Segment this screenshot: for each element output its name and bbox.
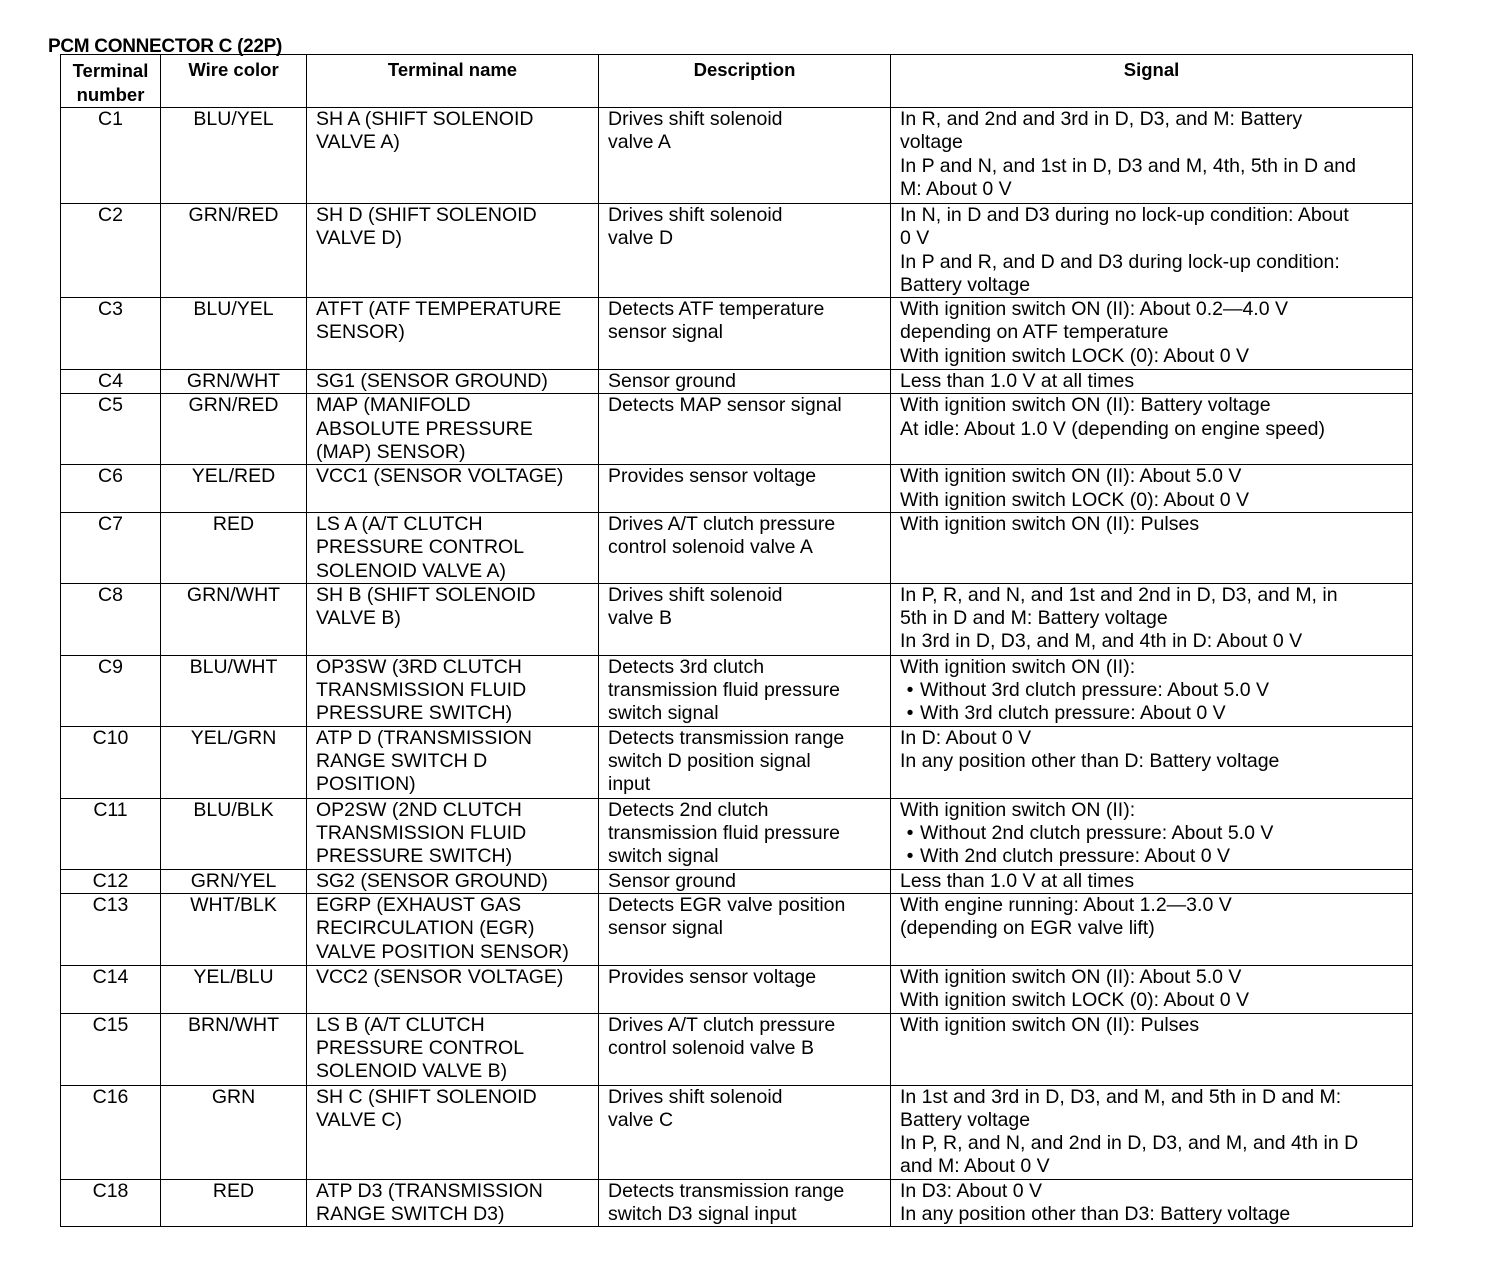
terminal-name-line: VALVE C) xyxy=(316,1108,402,1131)
description-line: switch D position signal xyxy=(608,750,811,773)
terminal-name-line: RANGE SWITCH D3) xyxy=(316,1203,505,1226)
wire-color: YEL/BLU xyxy=(193,965,274,988)
terminal-number: C4 xyxy=(98,370,123,393)
table-row xyxy=(61,893,1413,965)
terminal-name-line: RECIRCULATION (EGR) xyxy=(316,917,535,940)
table-row xyxy=(61,965,1413,1013)
description-line: valve B xyxy=(608,607,672,630)
terminal-number-cell xyxy=(61,512,161,583)
terminal-name-line: (MAP) SENSOR) xyxy=(316,441,466,464)
terminal-name-line: VALVE POSITION SENSOR) xyxy=(316,940,569,963)
terminal-number: C12 xyxy=(92,869,129,892)
wire-color-cell xyxy=(161,893,307,965)
terminal-number: C11 xyxy=(93,798,128,821)
signal-line: In N, in D and D3 during no lock-up condition: About xyxy=(900,204,1349,226)
wire-color-cell xyxy=(161,298,307,370)
header-terminal-name: Terminal name xyxy=(307,55,599,108)
description-cell xyxy=(599,1179,891,1227)
description-line: valve D xyxy=(608,227,674,250)
description-line: Detects 2nd clutch xyxy=(608,798,769,821)
signal-cell xyxy=(891,798,1413,869)
wire-color-cell xyxy=(161,204,307,298)
description-line: switch signal xyxy=(608,845,719,868)
terminal-name-line: SOLENOID VALVE A) xyxy=(316,559,507,582)
terminal-name-line: SH D (SHIFT SOLENOID xyxy=(316,204,537,226)
description-line: Detects 3rd clutch xyxy=(608,655,765,678)
description-line: Drives A/T clutch pressure xyxy=(608,512,836,535)
wire-color: WHT/BLK xyxy=(190,893,277,916)
description-line: control solenoid valve B xyxy=(608,1036,814,1059)
table-row xyxy=(61,512,1413,583)
table-row xyxy=(61,370,1413,394)
signal-line: In D3: About 0 V xyxy=(900,1179,1043,1202)
signal-line: Battery voltage xyxy=(900,273,1031,296)
signal-cell xyxy=(891,893,1413,965)
terminal-name-line: SG1 (SENSOR GROUND) xyxy=(316,370,548,393)
signal-line: Less than 1.0 V at all times xyxy=(900,370,1135,393)
terminal-name-line: ABSOLUTE PRESSURE xyxy=(316,417,533,440)
signal-bullet-line: • Without 2nd clutch pressure: About 5.0 V xyxy=(900,822,1403,845)
description-line: Drives A/T clutch pressure xyxy=(608,1013,836,1036)
wire-color-cell xyxy=(161,655,307,726)
signal-bullet-line: • With 3rd clutch pressure: About 0 V xyxy=(900,702,1403,725)
wire-color-cell xyxy=(161,726,307,798)
terminal-number: C2 xyxy=(98,204,123,226)
terminal-name-cell xyxy=(307,583,599,655)
signal-cell xyxy=(891,1085,1413,1179)
description-line: Provides sensor voltage xyxy=(608,965,817,988)
wire-color: GRN/RED xyxy=(188,394,279,417)
description-line: Detects ATF temperature xyxy=(608,298,825,321)
signal-cell xyxy=(891,1013,1413,1085)
description-line: valve C xyxy=(608,1108,674,1131)
description-cell xyxy=(599,512,891,583)
signal-line: In 3rd in D, D3, and M, and 4th in D: About 0 V xyxy=(900,630,1303,653)
wire-color: RED xyxy=(212,1179,255,1202)
signal-line: With ignition switch ON (II): About 5.0 V xyxy=(900,965,1242,988)
wire-color-cell xyxy=(161,394,307,465)
signal-line: In P and N, and 1st in D, D3 and M, 4th, 5th in D and xyxy=(900,154,1356,177)
wire-color: GRN xyxy=(211,1085,256,1108)
description-line: switch D3 signal input xyxy=(608,1203,797,1226)
terminal-name-cell xyxy=(307,1179,599,1227)
terminal-number-cell xyxy=(61,893,161,965)
description-cell xyxy=(599,798,891,869)
terminal-name-line: TRANSMISSION FLUID xyxy=(316,822,527,845)
description-cell xyxy=(599,583,891,655)
terminal-number-cell xyxy=(61,204,161,298)
wire-color: GRN/WHT xyxy=(186,370,281,393)
terminal-number: C9 xyxy=(98,655,123,678)
terminal-name-line: PRESSURE CONTROL xyxy=(316,1036,525,1059)
terminal-name-line: SH A (SHIFT SOLENOID xyxy=(316,108,534,130)
wire-color: BLU/WHT xyxy=(189,655,278,678)
description-line: transmission fluid pressure xyxy=(608,679,840,702)
terminal-name-line: LS A (A/T CLUTCH xyxy=(316,512,483,535)
terminal-number: C16 xyxy=(92,1085,129,1108)
description-line: sensor signal xyxy=(608,917,723,940)
description-line: switch signal xyxy=(608,702,719,725)
signal-line: In D: About 0 V xyxy=(900,726,1032,749)
terminal-name-line: OP2SW (2ND CLUTCH xyxy=(316,798,522,821)
description-line: Sensor ground xyxy=(608,869,736,892)
terminal-name-line: PRESSURE CONTROL xyxy=(316,536,525,559)
signal-line: In P, R, and N, and 1st and 2nd in D, D3, and M, in xyxy=(900,583,1338,606)
table-row xyxy=(61,465,1413,513)
terminal-number-cell xyxy=(61,726,161,798)
description-line: Drives shift solenoid xyxy=(608,204,783,226)
wire-color: YEL/RED xyxy=(191,465,276,488)
terminal-name-line: SG2 (SENSOR GROUND) xyxy=(316,869,548,892)
description-cell xyxy=(599,204,891,298)
signal-line: In 1st and 3rd in D, D3, and M, and 5th in D and M: xyxy=(900,1085,1342,1108)
description-line: Detects MAP sensor signal xyxy=(608,394,842,417)
description-line: input xyxy=(608,773,651,796)
wire-color-cell xyxy=(161,465,307,513)
table-body xyxy=(61,108,1413,1227)
terminal-name-line: TRANSMISSION FLUID xyxy=(316,679,527,702)
terminal-number-cell xyxy=(61,108,161,204)
wire-color: BLU/BLK xyxy=(193,798,274,821)
wire-color-cell xyxy=(161,583,307,655)
signal-line: With ignition switch ON (II): xyxy=(900,798,1136,821)
terminal-number-cell xyxy=(61,583,161,655)
terminal-name-line: MAP (MANIFOLD xyxy=(316,394,471,417)
terminal-number: C14 xyxy=(92,965,129,988)
terminal-name-line: VALVE A) xyxy=(316,131,400,154)
header-terminal-number: Terminal number xyxy=(61,55,161,108)
description-cell xyxy=(599,1013,891,1085)
signal-cell xyxy=(891,298,1413,370)
table-row xyxy=(61,204,1413,298)
description-line: Drives shift solenoid xyxy=(608,583,783,606)
terminal-name-cell xyxy=(307,893,599,965)
description-cell xyxy=(599,108,891,204)
table-row xyxy=(61,798,1413,869)
signal-line: In any position other than D3: Battery voltage xyxy=(900,1203,1291,1226)
description-line: sensor signal xyxy=(608,321,723,344)
signal-line: M: About 0 V xyxy=(900,177,1012,200)
description-cell xyxy=(599,370,891,394)
signal-line: In P, R, and N, and 2nd in D, D3, and M, and 4th in D xyxy=(900,1132,1359,1155)
terminal-number: C18 xyxy=(92,1179,129,1202)
terminal-number-cell xyxy=(61,1085,161,1179)
terminal-number-cell xyxy=(61,655,161,726)
terminal-number-cell xyxy=(61,465,161,513)
description-line: Detects EGR valve position xyxy=(608,893,846,916)
description-line: Provides sensor voltage xyxy=(608,465,817,488)
table-row xyxy=(61,394,1413,465)
wire-color-cell xyxy=(161,370,307,394)
wire-color: GRN/WHT xyxy=(186,583,281,606)
signal-cell xyxy=(891,465,1413,513)
signal-line: With engine running: About 1.2—3.0 V xyxy=(900,893,1232,916)
wire-color-cell xyxy=(161,1085,307,1179)
description-cell xyxy=(599,1085,891,1179)
signal-line: With ignition switch ON (II): About 5.0 V xyxy=(900,465,1242,488)
terminal-name-cell xyxy=(307,108,599,204)
terminal-number: C1 xyxy=(98,108,123,130)
table-row xyxy=(61,583,1413,655)
signal-cell xyxy=(891,655,1413,726)
terminal-name-cell xyxy=(307,798,599,869)
signal-line: and M: About 0 V xyxy=(900,1155,1050,1178)
table-row xyxy=(61,655,1413,726)
terminal-name-line: PRESSURE SWITCH) xyxy=(316,702,513,725)
terminal-name-line: VALVE B) xyxy=(316,607,401,630)
description-cell xyxy=(599,965,891,1013)
wire-color-cell xyxy=(161,512,307,583)
description-cell xyxy=(599,394,891,465)
header-description: Description xyxy=(599,55,891,108)
signal-bullet-line: • With 2nd clutch pressure: About 0 V xyxy=(900,845,1403,868)
table-row xyxy=(61,726,1413,798)
wire-color: BLU/YEL xyxy=(193,108,274,130)
terminal-number-cell xyxy=(61,298,161,370)
pinout-table xyxy=(60,54,1413,1227)
signal-line: In P and R, and D and D3 during lock-up condition: xyxy=(900,250,1340,273)
terminal-name-cell xyxy=(307,370,599,394)
signal-line: At idle: About 1.0 V (depending on engine speed) xyxy=(900,417,1325,440)
wire-color: BLU/YEL xyxy=(193,298,274,321)
description-cell xyxy=(599,465,891,513)
description-cell xyxy=(599,726,891,798)
terminal-number-cell xyxy=(61,965,161,1013)
terminal-name-line: PRESSURE SWITCH) xyxy=(316,845,513,868)
wire-color-cell xyxy=(161,798,307,869)
wire-color-cell xyxy=(161,108,307,204)
signal-line: In any position other than D: Battery voltage xyxy=(900,750,1280,773)
table-row xyxy=(61,1013,1413,1085)
signal-line: With ignition switch ON (II): About 0.2—4.0 V xyxy=(900,298,1288,321)
terminal-number-cell xyxy=(61,370,161,394)
wire-color: BRN/WHT xyxy=(188,1013,279,1036)
header-wire-color: Wire color xyxy=(161,55,307,108)
terminal-name-line: EGRP (EXHAUST GAS xyxy=(316,893,522,916)
description-line: Sensor ground xyxy=(608,370,736,393)
terminal-number: C5 xyxy=(98,394,123,417)
terminal-name-cell xyxy=(307,298,599,370)
signal-line: With ignition switch ON (II): Pulses xyxy=(900,1013,1200,1036)
table-row xyxy=(61,298,1413,370)
signal-cell xyxy=(891,394,1413,465)
signal-line: voltage xyxy=(900,131,963,154)
terminal-name-line: RANGE SWITCH D xyxy=(316,750,488,773)
signal-line: In R, and 2nd and 3rd in D, D3, and M: Battery xyxy=(900,108,1303,130)
wire-color: GRN/YEL xyxy=(190,869,277,892)
signal-cell xyxy=(891,370,1413,394)
description-line: Drives shift solenoid xyxy=(608,108,783,130)
signal-line: With ignition switch ON (II): Pulses xyxy=(900,512,1200,535)
terminal-number-cell xyxy=(61,798,161,869)
page-title: PCM CONNECTOR C (22P) xyxy=(48,36,283,57)
terminal-name-cell xyxy=(307,465,599,513)
signal-line: Less than 1.0 V at all times xyxy=(900,869,1135,892)
terminal-name-line: SH B (SHIFT SOLENOID xyxy=(316,583,536,606)
signal-line: (depending on EGR valve lift) xyxy=(900,917,1155,940)
terminal-name-line: POSITION) xyxy=(316,773,416,796)
header-signal: Signal xyxy=(891,55,1413,108)
terminal-name-cell xyxy=(307,394,599,465)
terminal-number-cell xyxy=(61,869,161,893)
description-line: valve A xyxy=(608,131,671,154)
description-line: Detects transmission range xyxy=(608,1179,845,1202)
wire-color-cell xyxy=(161,965,307,1013)
signal-cell xyxy=(891,583,1413,655)
terminal-number: C10 xyxy=(92,726,129,749)
terminal-name-cell xyxy=(307,869,599,893)
terminal-number-cell xyxy=(61,1013,161,1085)
table-row xyxy=(61,108,1413,204)
signal-line: With ignition switch ON (II): Battery voltage xyxy=(900,394,1271,417)
signal-cell xyxy=(891,1179,1413,1227)
signal-cell xyxy=(891,965,1413,1013)
description-cell xyxy=(599,655,891,726)
signal-line: Battery voltage xyxy=(900,1108,1031,1131)
description-line: Drives shift solenoid xyxy=(608,1085,783,1108)
terminal-number: C6 xyxy=(98,465,123,488)
terminal-name-line: ATP D (TRANSMISSION xyxy=(316,726,532,749)
terminal-number-cell xyxy=(61,1179,161,1227)
terminal-name-line: VCC1 (SENSOR VOLTAGE) xyxy=(316,465,564,488)
signal-line: With ignition switch ON (II): xyxy=(900,655,1136,678)
terminal-name-cell xyxy=(307,1013,599,1085)
description-line: control solenoid valve A xyxy=(608,536,813,559)
terminal-name-cell xyxy=(307,1085,599,1179)
terminal-name-line: ATP D3 (TRANSMISSION xyxy=(316,1179,543,1202)
description-line: Detects transmission range xyxy=(608,726,845,749)
terminal-number: C3 xyxy=(98,298,123,321)
terminal-name-line: SH C (SHIFT SOLENOID xyxy=(316,1085,537,1108)
signal-cell xyxy=(891,108,1413,204)
signal-line: With ignition switch LOCK (0): About 0 V xyxy=(900,488,1249,511)
description-cell xyxy=(599,893,891,965)
terminal-name-line: SOLENOID VALVE B) xyxy=(316,1060,508,1083)
terminal-number: C8 xyxy=(98,583,123,606)
terminal-name-line: LS B (A/T CLUTCH xyxy=(316,1013,485,1036)
signal-bullet-line: • Without 3rd clutch pressure: About 5.0 V xyxy=(900,679,1403,702)
description-cell xyxy=(599,869,891,893)
terminal-name-line: VCC2 (SENSOR VOLTAGE) xyxy=(316,965,564,988)
signal-line: With ignition switch LOCK (0): About 0 V xyxy=(900,989,1249,1012)
signal-cell xyxy=(891,204,1413,298)
wire-color-cell xyxy=(161,1179,307,1227)
terminal-name-cell xyxy=(307,512,599,583)
signal-cell xyxy=(891,726,1413,798)
terminal-name-line: ATFT (ATF TEMPERATURE xyxy=(316,298,562,321)
terminal-name-line: OP3SW (3RD CLUTCH xyxy=(316,655,522,678)
wire-color-cell xyxy=(161,1013,307,1085)
signal-line: 5th in D and M: Battery voltage xyxy=(900,607,1168,630)
description-line: transmission fluid pressure xyxy=(608,822,840,845)
signal-line: With ignition switch LOCK (0): About 0 V xyxy=(900,344,1249,367)
terminal-number: C7 xyxy=(98,512,123,535)
wire-color: GRN/RED xyxy=(188,204,279,226)
terminal-number: C15 xyxy=(92,1013,129,1036)
terminal-name-line: SENSOR) xyxy=(316,321,405,344)
terminal-name-line: VALVE D) xyxy=(316,227,402,250)
header-row xyxy=(61,55,1413,108)
wire-color-cell xyxy=(161,869,307,893)
table-row xyxy=(61,1085,1413,1179)
wire-color: RED xyxy=(212,512,255,535)
terminal-name-cell xyxy=(307,965,599,1013)
wire-color: YEL/GRN xyxy=(190,726,277,749)
signal-cell xyxy=(891,869,1413,893)
terminal-name-cell xyxy=(307,726,599,798)
description-cell xyxy=(599,298,891,370)
terminal-name-cell xyxy=(307,204,599,298)
signal-cell xyxy=(891,512,1413,583)
signal-line: depending on ATF temperature xyxy=(900,321,1169,344)
table-row xyxy=(61,869,1413,893)
terminal-name-cell xyxy=(307,655,599,726)
terminal-number: C13 xyxy=(92,893,129,916)
table-row xyxy=(61,1179,1413,1227)
signal-line: 0 V xyxy=(900,227,930,250)
terminal-number-cell xyxy=(61,394,161,465)
